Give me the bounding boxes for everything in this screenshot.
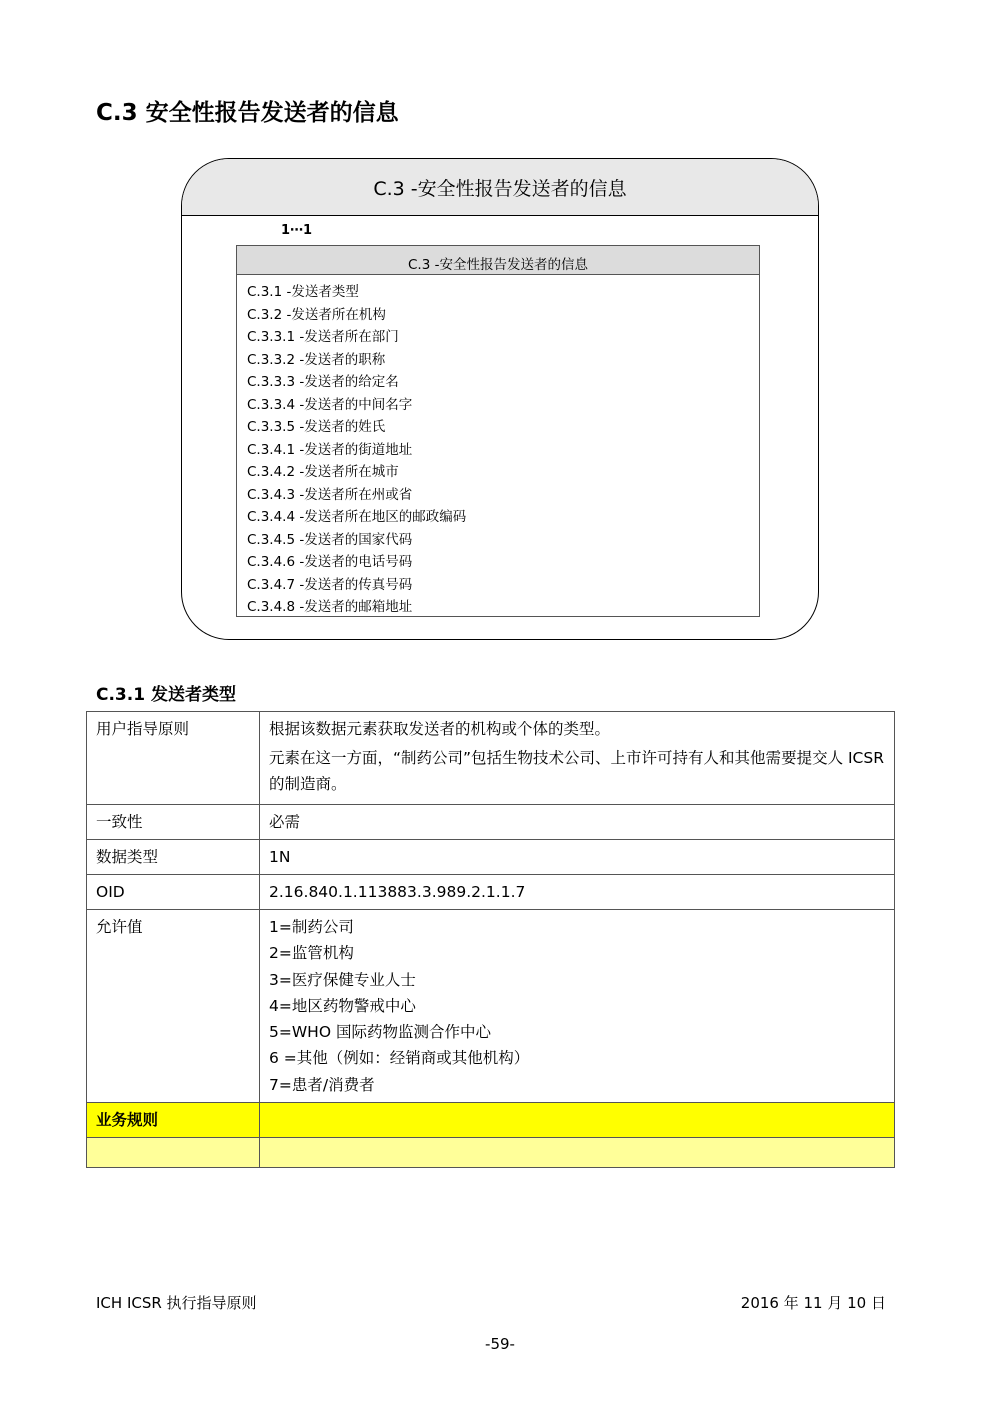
diagram-element: C.3.3.3 -发送者的给定名 [247,374,399,390]
table-row [87,910,895,1103]
empty-cell [260,1138,895,1168]
footer-document-title: ICH ICSR 执行指导原则 [96,1294,257,1312]
conformance-label: 一致性 [87,805,260,840]
table-row [87,840,895,875]
diagram-element: C.3.4.5 -发送者的国家代码 [247,531,413,548]
page-heading: C.3 安全性报告发送者的信息 [96,100,399,126]
allowed-values-cell [260,910,895,1103]
diagram-element: C.3.4.2 -发送者所在城市 [247,464,399,480]
diagram-element: C.3.4.4 -发送者所在地区的邮政编码 [247,509,467,525]
oid-label: OID [87,875,260,910]
diagram-element: C.3.1 -发送者类型 [247,284,359,300]
diagram-element: C.3.4.6 -发送者的电话号码 [247,554,413,570]
table-row [87,712,895,805]
diagram-element: C.3.3.1 -发送者所在部门 [247,329,399,345]
section-title: C.3.1 发送者类型 [96,685,236,705]
spec-table [86,711,895,1168]
page-number: -59- [485,1335,515,1353]
allowed-value: 6 =其他（例如：经销商或其他机构） [269,1049,530,1068]
diagram-element: C.3.3.4 -发送者的中间名字 [247,396,413,413]
diagram-element: C.3.3.2 -发送者的职称 [247,351,386,368]
diagram-outer-title: C.3 -安全性报告发送者的信息 [182,159,818,216]
diagram-element: C.3.2 -发送者所在机构 [247,306,386,323]
allowed-value: 3=医疗保健专业人士 [269,970,416,989]
allowed-values-label: 允许值 [87,910,260,1103]
oid-value: 2.16.840.1.113883.3.989.2.1.1.7 [260,875,895,910]
guideline-paragraph: 元素在这一方面，“制药公司”包括生物技术公司、上市许可持有人和其他需要提交人 ICSR 的制造商。 [269,749,884,793]
diagram-element: C.3.3.5 -发送者的姓氏 [247,419,386,435]
structure-diagram [181,158,819,640]
diagram-element: C.3.4.1 -发送者的街道地址 [247,441,413,458]
guideline-label: 用户指导原则 [87,712,260,805]
allowed-value: 5=WHO 国际药物监测合作中心 [269,1023,491,1042]
guideline-paragraph: 根据该数据元素获取发送者的机构或个体的类型。 [269,720,611,738]
allowed-value: 2=监管机构 [269,944,354,963]
business-rules-row [87,1103,895,1138]
diagram-element: C.3.4.8 -发送者的邮箱地址 [247,599,413,615]
business-rules-empty-row [87,1138,895,1168]
diagram-inner-box [236,245,760,617]
diagram-inner-title: C.3 -安全性报告发送者的信息 [237,246,759,275]
datatype-label: 数据类型 [87,840,260,875]
business-rules-cell [260,1103,895,1138]
conformance-value: 必需 [260,805,895,840]
table-row [87,805,895,840]
business-rules-label: 业务规则 [87,1103,260,1138]
diagram-element-list [237,275,759,619]
table-row [87,875,895,910]
allowed-value: 1=制药公司 [269,918,354,936]
allowed-value: 4=地区药物警戒中心 [269,996,416,1015]
empty-cell [87,1138,260,1168]
diagram-cardinality: 1⋯1 [281,223,313,238]
diagram-element: C.3.4.7 -发送者的传真号码 [247,576,413,593]
guideline-cell [260,712,895,805]
footer-date: 2016 年 11 月 10 日 [740,1294,886,1312]
allowed-value: 7=患者/消费者 [269,1075,375,1094]
datatype-value: 1N [260,840,895,875]
diagram-element: C.3.4.3 -发送者所在州或省 [247,486,413,503]
